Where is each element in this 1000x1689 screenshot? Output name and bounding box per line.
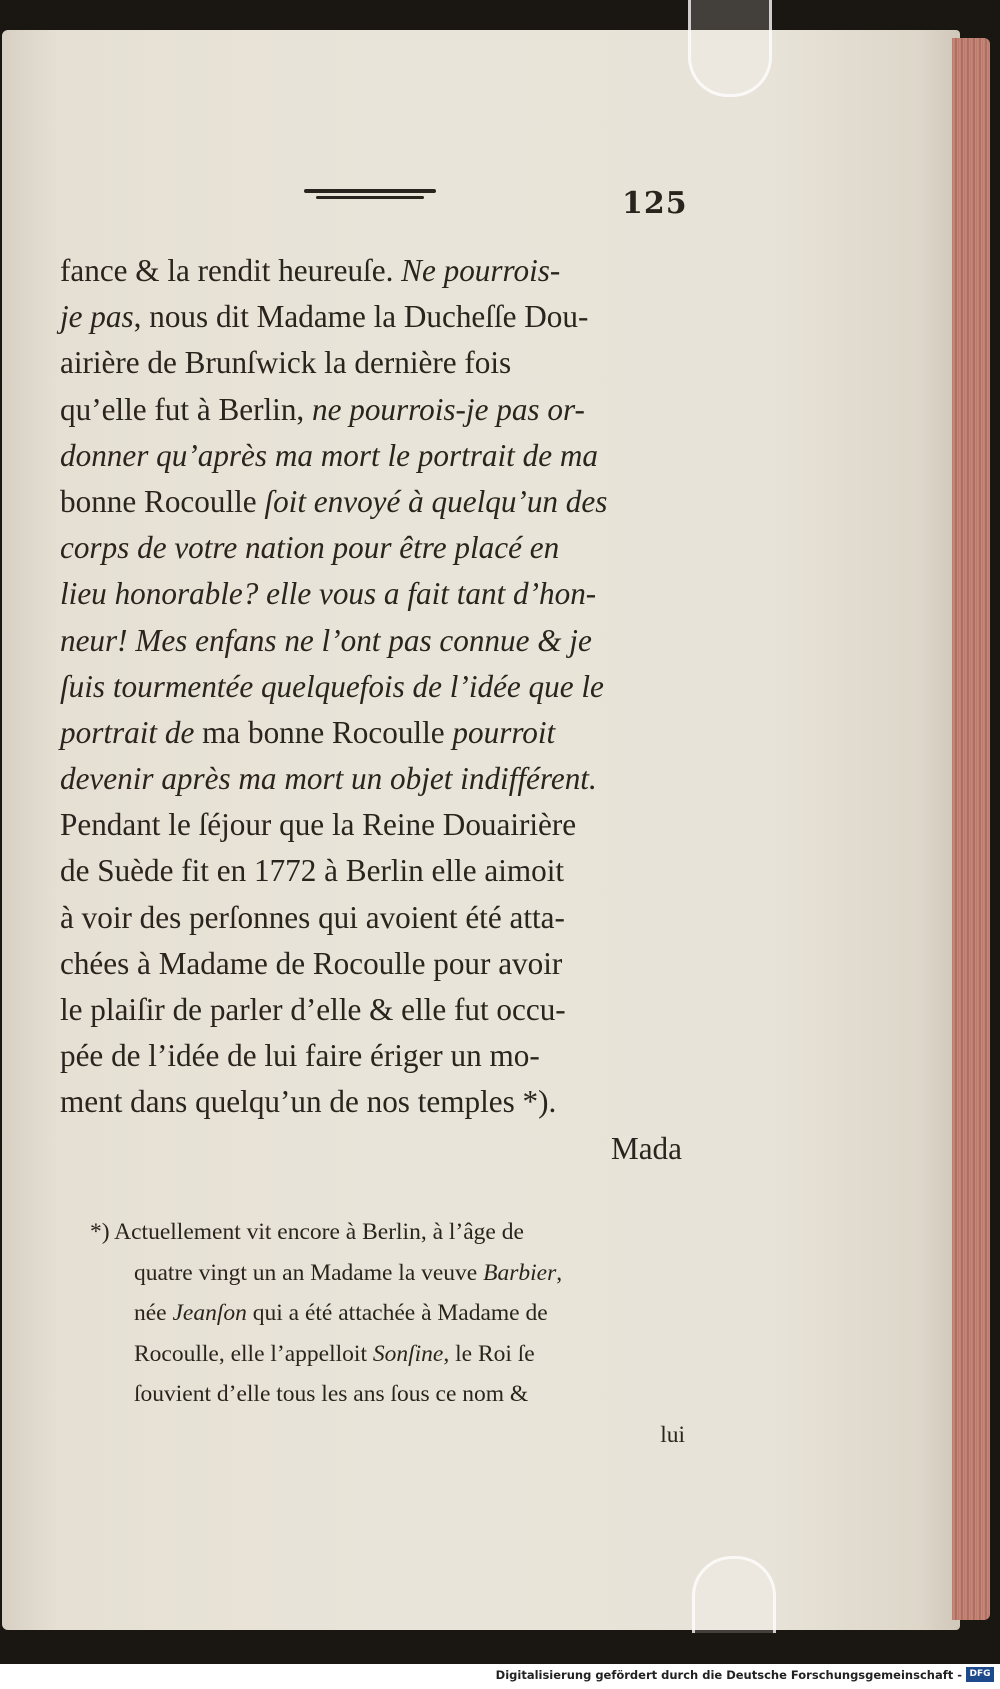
footnote-line — [90, 1293, 685, 1334]
text-segment: ma bonne Rocoulle — [202, 714, 453, 750]
footnote-line — [90, 1374, 685, 1415]
footnote-line — [90, 1334, 685, 1375]
italic-segment: lieu honorable? elle vous a fait tant d’hon- — [60, 576, 597, 612]
text-line — [60, 895, 682, 941]
text-segment: fance & la rendit heureuſe. — [60, 253, 402, 288]
text-line — [60, 525, 682, 571]
page-clip-bottom — [692, 1556, 776, 1633]
dfg-logo: DFG — [966, 1667, 994, 1682]
page-clip-top — [688, 0, 772, 97]
italic-segment: ſuis tourmentée quelquefois de l’idée que le — [60, 668, 604, 704]
italic-segment: portrait de — [60, 714, 203, 750]
text-line — [60, 1033, 682, 1079]
page-number: 125 — [622, 186, 688, 221]
italic-segment: corps de votre nation pour être placé en — [60, 530, 560, 566]
text-line — [60, 294, 682, 340]
text-line — [60, 664, 682, 710]
footer-credit: Digitalisierung gefördert durch die Deutsche Forschungsgemeinschaft - — [495, 1668, 962, 1682]
footnote-catchword: lui — [660, 1421, 685, 1448]
text-segment: Rocoulle, elle l’appelloit — [134, 1340, 373, 1367]
italic-segment: Sonſine — [372, 1340, 444, 1367]
text-segment: , le Roi ſe — [443, 1340, 535, 1367]
text-line — [60, 1079, 682, 1125]
text-line — [60, 340, 682, 386]
body-text — [60, 248, 682, 1172]
text-line — [60, 248, 682, 294]
text-segment: de Suède fit en 1772 à Berlin elle aimoit — [60, 853, 565, 889]
italic-segment: ne pourrois-je pas or- — [312, 391, 585, 427]
footer-bar — [0, 1664, 1000, 1689]
italic-segment: donner qu’après ma mort le portrait de ma — [60, 437, 598, 473]
text-segment: à voir des perſonnes qui avoient été atta- — [60, 899, 565, 935]
text-segment: airière de Brunſwick la dernière fois — [60, 345, 512, 381]
text-segment: pée de l’idée de lui faire ériger un mo- — [60, 1038, 540, 1074]
text-segment: ſouvient d’elle tous les ans ſous ce nom & — [134, 1381, 529, 1408]
footnote-line — [90, 1253, 685, 1294]
text-line — [60, 941, 682, 987]
text-segment: qu’elle fut à Berlin, — [60, 391, 313, 427]
text-line — [60, 479, 682, 525]
italic-segment: ſoit envoyé à quelqu’un des — [264, 483, 608, 519]
text-line — [60, 756, 682, 802]
text-segment: *) Actuellement vit encore à Berlin, à l’âge de — [90, 1219, 524, 1245]
footnote-line — [90, 1212, 685, 1253]
text-line — [60, 848, 682, 894]
text-segment: , — [556, 1259, 563, 1286]
text-segment: le plaiſir de parler d’elle & elle fut occu- — [60, 992, 566, 1027]
italic-segment: Jeanſon — [172, 1300, 247, 1327]
page-edges — [952, 38, 990, 1620]
italic-segment: Barbier — [483, 1259, 557, 1286]
text-line — [60, 987, 682, 1033]
italic-segment: neur! Mes enfans ne l’ont pas connue & je — [60, 622, 592, 658]
italic-segment: Ne pourrois- — [401, 253, 561, 288]
text-segment: chées à Madame de Rocoulle pour avoir — [60, 945, 563, 981]
text-line — [60, 571, 682, 617]
text-line — [60, 618, 682, 664]
text-line — [60, 802, 682, 848]
italic-segment: je pas — [60, 299, 134, 335]
catchword: Mada — [610, 1130, 682, 1166]
text-segment: , nous dit Madame la Ducheſſe Dou- — [133, 299, 589, 335]
text-line — [60, 710, 682, 756]
text-segment: Pendant le ſéjour que la Reine Douairière — [60, 807, 577, 843]
text-line — [60, 387, 682, 433]
text-segment: quatre vingt un an Madame la veuve — [134, 1259, 484, 1286]
text-segment: qui a été attachée à Madame de — [246, 1300, 548, 1327]
italic-segment: pourroit — [452, 714, 556, 750]
italic-segment: devenir après ma mort un objet indifférent. — [60, 761, 597, 797]
text-line — [60, 433, 682, 479]
text-segment: ment dans quelqu’un de nos temples *). — [60, 1084, 557, 1120]
footnote — [90, 1212, 685, 1456]
text-segment: bonne Rocoulle — [60, 483, 265, 519]
text-segment: née — [134, 1300, 173, 1327]
header-ornament — [304, 189, 436, 201]
